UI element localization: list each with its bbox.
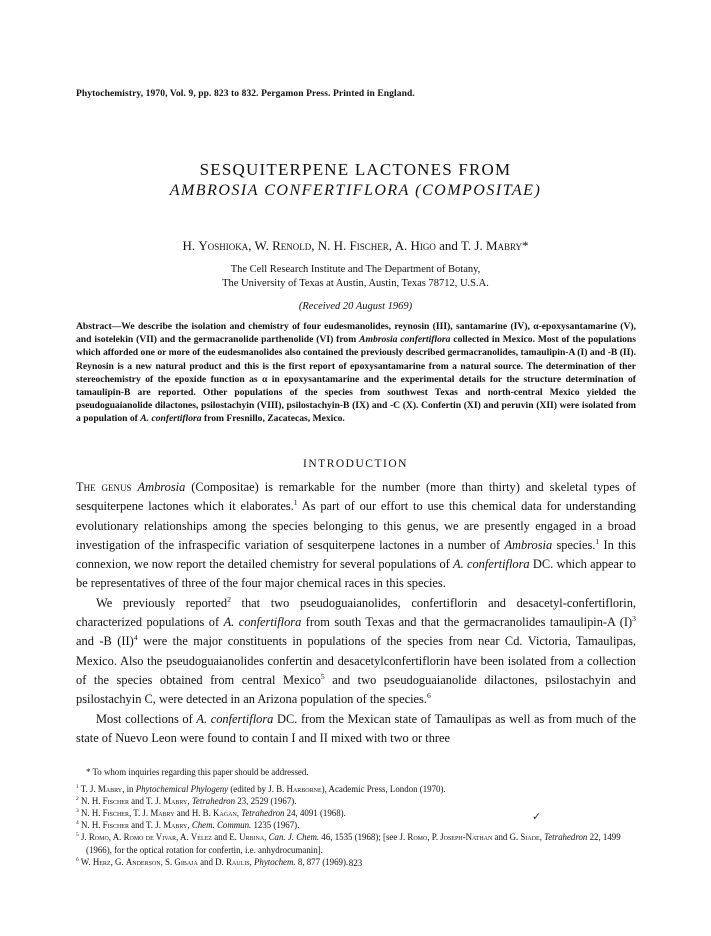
- footnote-text: ,: [249, 856, 254, 867]
- footnote-5: [76, 831, 636, 855]
- body-text: and two pseudoguaianolide dilactones, psilostachyin and psilostachyin C, were detected in an Arizona population of the species.: [76, 672, 636, 707]
- body-text: (Compositae) is remarkable for the number (more than thirty) and skeletal types of sesquiterpene lactones which it elaborates.: [76, 480, 636, 514]
- species-name: A. confertiflora: [196, 711, 274, 726]
- footnote-text: 8, 877 (1969).: [295, 856, 349, 867]
- footnote-author: Harborne: [286, 784, 322, 795]
- reference-mark: 1: [595, 536, 600, 546]
- footnote-text: ,: [539, 832, 545, 843]
- page-number: 823: [348, 858, 363, 868]
- footnote-author: Mabry: [150, 808, 175, 819]
- footnote-author: Romo: [407, 832, 428, 843]
- author-name: Mabry: [485, 238, 523, 253]
- footnote-text: 23, 2529 (1967).: [235, 796, 297, 807]
- footnote-author: Herz: [92, 856, 111, 867]
- body-text: from south Texas and that the germacranolides tamaulipin-A (I): [301, 615, 633, 630]
- body-text: We previously reported: [96, 595, 228, 610]
- footnote-author: Siade: [520, 832, 540, 843]
- body-text: species.: [552, 537, 596, 552]
- abstract-species: A. confertiflora: [140, 413, 202, 425]
- abstract-text: collected in Mexico. Most of the populations which afforded one or more of the eudesmanolides also contained the previously described germacranolides, tamaulipin-A (I) and -B (II). Reynosin is a new natural product and this is the first report of epoxysantamarine from a natural source. The determination of ther stereochemistry of the epoxide function as α in epoxysantamarine and the experimental details for the structure determination of tamaulipin-B are reported. Other populations of the species from southwest Texas and north-central Mexico yielded the pseudoguaianolide dilactones, psilostachyin (VIII), psilostachyin-B (IX) and -C (X). Confertin (XI) and peruvin (XII) were isolated from a population of: [76, 334, 636, 425]
- author-initials: A.: [394, 238, 411, 253]
- footnote-text: 1235 (1967).: [251, 820, 300, 831]
- abstract-text: —We describe the isolation and chemistry of four eudesmanolides, reynosin (III), santamarine (IV), α-epoxysantamarine (V), and isotelekin (VII) and the germacranolide parthenolide (VI) from: [76, 321, 636, 346]
- footnote-text: , A.: [108, 832, 124, 843]
- author-name: Higo: [410, 238, 436, 253]
- author-initials: H.: [182, 238, 199, 253]
- section-heading-introduction: INTRODUCTION: [303, 458, 408, 470]
- body-text: In this connexion, we now report the detailed chemistry for several populations of: [76, 537, 637, 572]
- footnote-text: J.: [78, 832, 89, 843]
- reference-mark: 6: [426, 691, 431, 701]
- footnote-text: and E.: [211, 832, 240, 843]
- received-date: (Received 20 August 1969): [298, 301, 413, 312]
- author-separator: ,: [248, 238, 255, 253]
- footnote-author: Mabry: [163, 796, 188, 807]
- reference-mark: 3: [632, 613, 636, 623]
- footnote-source: Tetrahedron: [191, 796, 236, 807]
- reference-mark: 2: [227, 594, 231, 604]
- footnote-4: [76, 819, 636, 831]
- footnote-number: 2: [76, 796, 79, 803]
- footnote-number: 1: [76, 784, 79, 791]
- footnote-author: Joseph-Nathan: [440, 832, 493, 843]
- footnote-source: Phytochemical Phylogeny: [135, 784, 229, 795]
- paragraph-1: [76, 478, 636, 594]
- body-text: DC. from the Mexican state of Tamaulipas as well as from much of the state of Nuevo Leon were found to contain I and II mixed with two or three: [76, 711, 636, 745]
- footnote-text: 24, 4091 (1968).: [284, 808, 346, 819]
- genus-name: Ambrosia: [504, 537, 553, 552]
- footnote-author: Raulis: [225, 856, 250, 867]
- abstract-species: Ambrosia confertiflora: [359, 334, 451, 346]
- footnote-text: , P.: [427, 832, 441, 843]
- footnote-text: W.: [78, 856, 93, 867]
- reference-mark: 5: [320, 671, 325, 681]
- footnote-text: and T. J.: [128, 796, 164, 807]
- footnote-author: Mabry: [163, 820, 188, 831]
- footnote-number: 5: [76, 832, 79, 839]
- body-text: were the major constituents in populations of the species from near Cd. Victoria, Tamaulipas, Mexico. Also the pseudoguaianolides confertin and desacetylconfertiflorin have been isolated from a collection of the species obtained from central Mexico: [76, 634, 637, 687]
- corresponding-author-mark: *: [522, 238, 529, 253]
- footnote-author: Fischer: [102, 796, 129, 807]
- footnote-text: and H. B.: [174, 808, 214, 819]
- body-text: that two pseudoguaianolides, confertiflorin and desacetyl-confertiflorin, characterized populations of: [76, 595, 636, 630]
- introduction-body: [76, 478, 636, 748]
- abstract: [76, 320, 636, 426]
- footnote-text: and G.: [492, 832, 521, 843]
- species-name: A. confertiflora: [223, 615, 302, 630]
- footnote-text: , S.: [160, 856, 175, 867]
- footnote-text: , G.: [110, 856, 126, 867]
- footnote-text: N. H.: [78, 820, 103, 831]
- genus-name: Ambrosia: [137, 480, 186, 494]
- footnote-author: Fischer: [102, 820, 129, 831]
- title-line-2: AMBROSIA CONFERTIFLORA (COMPOSITAE): [169, 182, 542, 199]
- handwritten-check-mark: ✓: [532, 811, 542, 823]
- body-text: and -B (II): [76, 634, 134, 649]
- footnotes: [76, 766, 636, 868]
- author-name: Yoshioka: [198, 238, 249, 253]
- footnote-author: Romo: [88, 832, 109, 843]
- footnote-text: ), Academic Press, London (1970).: [321, 784, 446, 795]
- footnote-text: ,: [187, 796, 192, 807]
- author-list: [0, 238, 711, 254]
- author-name: Fischer: [349, 238, 389, 253]
- footnote-text: 22, 1499 (1966), for the optical rotation for confertin, i.e. anhydrocumanin].: [86, 832, 621, 855]
- author-initials: N. H.: [317, 238, 350, 253]
- footnote-author: Vélez: [190, 832, 212, 843]
- footnote-text: and T. J.: [128, 820, 164, 831]
- author-initials: W.: [254, 238, 273, 253]
- footnote-text: , in: [122, 784, 136, 795]
- footnote-text: , T. J.: [128, 808, 151, 819]
- footnote-author: Romo de Vivar: [123, 832, 177, 843]
- footnote-source: Chem. Commun.: [191, 820, 252, 831]
- abstract-label: Abstract: [76, 321, 112, 332]
- footnote-text: ,: [264, 832, 269, 843]
- footnote-text: (edited by J. B.: [228, 784, 287, 795]
- footnote-source: Phytochem.: [253, 856, 296, 867]
- footnote-author: Fischer: [102, 808, 129, 819]
- footnote-text: ,: [187, 820, 192, 831]
- footnote-author: Kagan: [213, 808, 237, 819]
- species-name: A. confertiflora: [453, 557, 530, 572]
- paragraph-2: [76, 594, 636, 710]
- footnote-author: Gibaja: [174, 856, 198, 867]
- footnote-2: [76, 795, 636, 807]
- author-separator: and: [435, 238, 461, 253]
- footnote-text: N. H.: [78, 808, 103, 819]
- footnote-number: 6: [76, 856, 79, 863]
- footnote-text: ,: [236, 808, 242, 819]
- footnote-source: Can. J. Chem.: [268, 832, 320, 843]
- body-text: DC. which appear to be representatives of three of the four major chemical races in this species.: [76, 557, 637, 591]
- footnote-corresponding-author: * To whom inquiries regarding this paper should be addressed.: [86, 767, 309, 777]
- lead-in: The genus: [76, 480, 132, 494]
- footnote-author: Mabry: [97, 784, 123, 795]
- affiliation-line-1: The Cell Research Institute and The Department of Botany,: [230, 264, 481, 275]
- footnote-source: Tetrahedron: [241, 808, 285, 819]
- footnote-1: [76, 783, 636, 795]
- author-separator: ,: [311, 238, 318, 253]
- footnote-text: T. J.: [78, 784, 98, 795]
- footnote-author: Urbina: [239, 832, 265, 843]
- footnote-author: Anderson: [125, 856, 161, 867]
- body-text: Most collections of: [96, 711, 197, 726]
- reference-mark: 1: [293, 498, 298, 508]
- body-text: As part of our effort to use this chemical data for understanding evolutionary relationships among the species belonging to this genus, we are presently engaged in a broad investigation of the infraspecific variation of sesquiterpene lactones in a number of: [76, 499, 636, 552]
- footnote-3: [76, 807, 636, 819]
- author-initials: T. J.: [460, 238, 486, 253]
- author-name: Renold: [272, 238, 312, 253]
- paragraph-3: [76, 710, 636, 749]
- journal-citation-line: Phytochemistry, 1970, Vol. 9, pp. 823 to 832. Pergamon Press. Printed in England.: [76, 89, 415, 99]
- footnote-number: 4: [76, 820, 79, 827]
- footnote-text: , A.: [176, 832, 191, 843]
- author-separator: ,: [388, 238, 395, 253]
- footnote-text: 46, 1535 (1968); [see J.: [319, 832, 408, 843]
- reference-mark: 4: [133, 633, 138, 643]
- abstract-text: from Fresnillo, Zacatecas, Mexico.: [201, 413, 345, 425]
- footnote-text: and D.: [197, 856, 226, 867]
- footnote-source: Tetrahedron: [544, 832, 588, 843]
- footnote-number: 3: [76, 808, 79, 815]
- affiliation-line-2: The University of Texas at Austin, Austin, Texas 78712, U.S.A.: [222, 278, 489, 289]
- title-line-1: SESQUITERPENE LACTONES FROM: [199, 160, 512, 179]
- footnote-text: N. H.: [78, 796, 103, 807]
